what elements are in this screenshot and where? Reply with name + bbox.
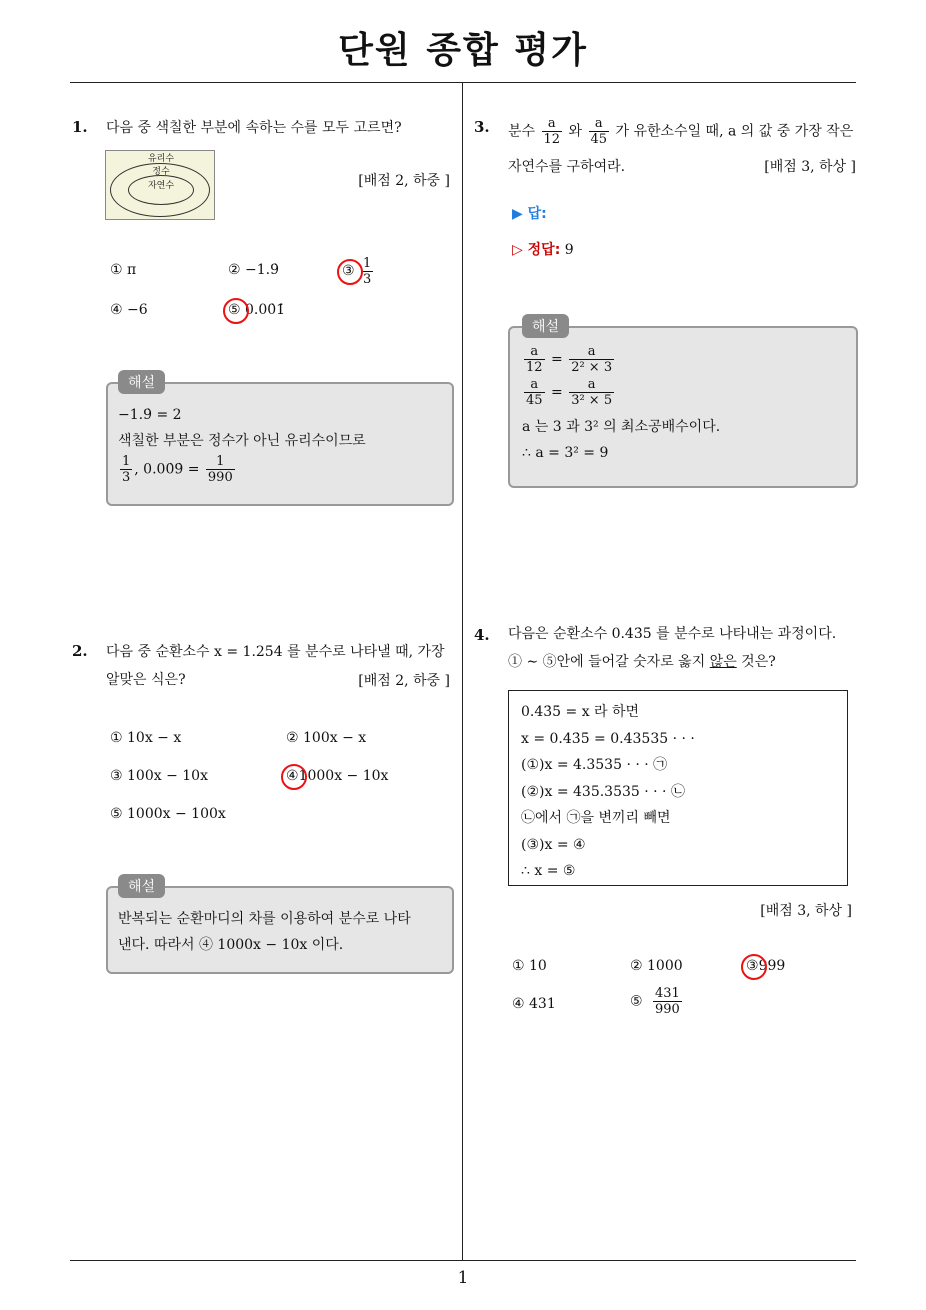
q1-choice-4[interactable]: ④ −6 [110, 302, 148, 318]
answer-circle-mark: ③ [342, 263, 355, 279]
venn-label-rational: 유리수 [147, 154, 175, 164]
answer-circle-mark: ④ [286, 768, 299, 784]
answer-circle-mark: ③ [746, 958, 759, 974]
q2-choice-1[interactable]: ① 10x − x [110, 730, 182, 746]
question-3-text: 분수 $\frac{a}{12}$ 와 $\frac{a}{45}$ 가 유한소수일 때, a 의 값 중 가장 작은 [508, 116, 854, 147]
q1-explanation-tag: 해설 [118, 370, 165, 394]
q1-choice-1[interactable]: ① π [110, 262, 137, 278]
question-4-text: 다음은 순환소수 0.43̇5̇ 를 분수로 나타내는 과정이다. ① ∼ ⑤안에 들어갈 숫자로 옳지 않은 것은? [508, 626, 837, 670]
page-title: 단원 종합 평가 [338, 30, 588, 71]
q3-explanation-tag: 해설 [522, 314, 569, 338]
q2-choice-4[interactable]: ④1000x − 10x [286, 768, 389, 784]
q1-choice-2[interactable]: ② −1.9̇ [228, 262, 279, 278]
q2-explanation-box [106, 886, 454, 974]
column-divider [462, 83, 463, 1261]
q4-choice-4[interactable]: ④ 431 [512, 996, 556, 1012]
venn-label-integer: 정수 [152, 167, 170, 177]
q1-expl-line-1: −1.9̇ = 2 [118, 407, 182, 423]
question-3-text-2: 자연수를 구하여라. [508, 159, 626, 175]
answer-input-label[interactable]: ▶ 답: [512, 206, 547, 222]
venn-diagram [105, 150, 215, 220]
question-1-score: [배점 2, 하중 ] [358, 173, 450, 189]
venn-label-natural: 자연수 [147, 181, 175, 191]
q1-expl-line-3: $\frac{1}{3}$ , 0.00̇9̇ = $\frac{1}{990}$ [122, 454, 233, 485]
q2-explanation-tag: 해설 [118, 874, 165, 898]
q1-explanation-body [118, 402, 366, 485]
q1-choice-3-fraction: $\frac{1}{3}$ [363, 255, 372, 287]
q2-choice-5[interactable]: ⑤ 1000x − 100x [110, 806, 226, 822]
q3-explanation-box [508, 326, 858, 488]
q4-choice-2[interactable]: ② 1000 [630, 958, 683, 974]
question-2-score: [배점 2, 하중 ] [358, 673, 450, 689]
page-number: 1 [457, 1268, 469, 1288]
solution-process-box [508, 690, 848, 886]
q4-choice-5[interactable]: ⑤ $\frac{431}{990}$ [630, 986, 680, 1017]
question-1-text: 다음 중 색칠한 부분에 속하는 수를 모두 고르면? [106, 120, 402, 136]
q4-choice-1[interactable]: ① 10 [512, 958, 547, 974]
q3-explanation-body: $\frac{a}{12}$ = $\frac{a}{\text{2² × 3}}$ $\frac{a}{45}$ = $\frac{a}{\text{3² × 5}}$ a 는 3 과 3² 의 최소공배수이다. ∴ a = 3² = 9 [522, 344, 721, 461]
question-2-number: 2. [72, 642, 88, 660]
correct-answer: ▷ 정답: 9 [512, 242, 574, 258]
question-2-text: 다음 중 순환소수 x = 1.25̇4̇ 를 분수로 나타낼 때, 가장 알맞은 식은? [106, 644, 445, 688]
q2-choice-2[interactable]: ② 100x − x [286, 730, 367, 746]
q1-expl-line-2: 색칠한 부분은 정수가 아닌 유리수이므로 [118, 433, 366, 449]
bottom-rule [70, 1260, 856, 1261]
top-rule [70, 82, 856, 83]
q1-choice-5[interactable] [228, 302, 285, 318]
question-3-score: [배점 3, 하상 ] [764, 159, 856, 175]
q2-explanation-body: 반복되는 순환마디의 차를 이용하여 분수로 나타 낸다. 따라서 ④ 1000x − 10x 이다. [118, 911, 411, 953]
q1-choice-3[interactable] [342, 255, 375, 287]
q2-choice-3[interactable]: ③ 100x − 10x [110, 768, 208, 784]
q1-explanation-box [106, 382, 454, 506]
question-3-number: 3. [474, 118, 490, 136]
question-1-number: 1. [72, 118, 88, 136]
answer-circle-mark: ⑤ 0.00̇1̇ [228, 302, 286, 318]
question-4-number: 4. [474, 626, 490, 644]
solution-process-lines: 0.43̇5̇ = x 라 하면 x = 0.43̇5̇ = 0.43535 · · · (①)x = 4.3535 · · · ㉠ (②)x = 435.3535 · · · ㉡ ㉡에서 ㉠을 변끼리 빼면 (③)x = ④ ∴ x = ⑤ [521, 704, 695, 879]
question-4-score: [배점 3, 하상 ] [760, 903, 852, 919]
q4-choice-3[interactable]: ③999 [746, 958, 786, 974]
